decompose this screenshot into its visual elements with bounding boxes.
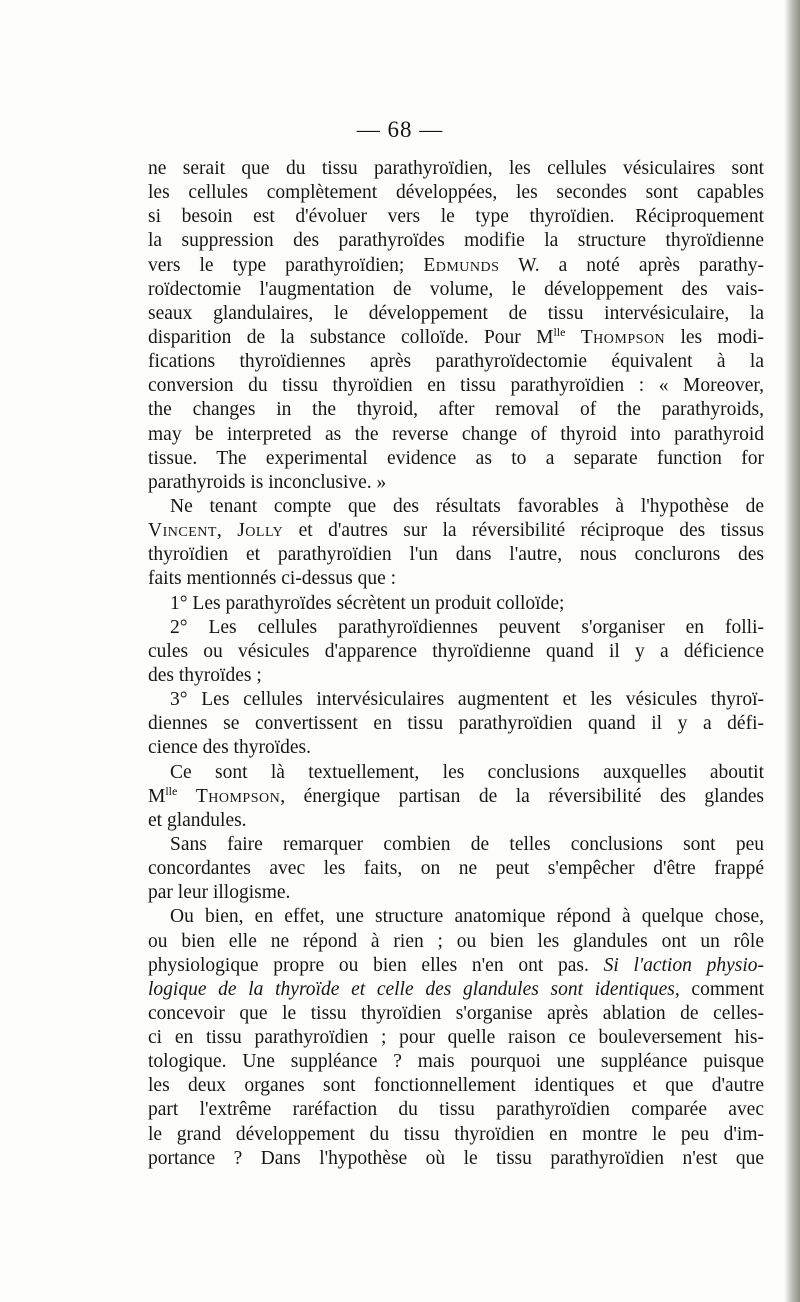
italic-text: logique de la thyroïde et celle des glandules sont identiques <box>148 978 675 1000</box>
author-name: Thompson <box>195 785 281 807</box>
text-line: roïdectomie l'augmentation de volume, le développement des vais- <box>148 278 764 300</box>
author-name: Thompson <box>580 326 666 348</box>
text-line <box>148 254 764 278</box>
text-line: Ce sont là textuellement, les conclusions auxquelles aboutit <box>170 761 764 783</box>
author-name: Edmunds <box>423 254 500 276</box>
text-line: tologique. Une suppléance ? mais pourquoi une suppléance puisque <box>148 1051 764 1073</box>
line-text: vers le type parathyroïdien; <box>148 254 424 276</box>
author-name: Jolly <box>237 520 284 542</box>
superscript-title: lle <box>165 783 178 798</box>
line-text <box>177 786 196 807</box>
text-line: si besoin est d'évoluer vers le type thyroïdien. Réciproquement <box>148 206 764 228</box>
text-line: 2° Les cellules parathyroïdiennes peuvent s'organiser en folli- <box>170 616 764 638</box>
text-line: par leur illogisme. <box>148 882 291 904</box>
text-line: concevoir que le tissu thyroïdien s'organise après ablation de celles- <box>148 1002 764 1024</box>
text-line: diennes se convertissent en tissu parathyroïdien quand il y a défi- <box>148 713 764 735</box>
line-text: , comment <box>674 978 764 1000</box>
italic-text: Si l'action physio- <box>603 954 764 976</box>
text-line: les cellules complètement développées, les secondes sont capables <box>148 182 764 204</box>
text-line: 1° Les parathyroïdes sécrètent un produit colloïde; <box>170 592 565 614</box>
text-line: 3° Les cellules intervésiculaires augmentent et les vésicules thyroï- <box>170 689 764 711</box>
text-line: la suppression des parathyroïdes modifie la structure thyroïdienne <box>148 230 764 252</box>
text-line <box>148 954 764 978</box>
text-line: le grand développement du tissu thyroïdien en montre le peu d'im- <box>148 1123 764 1145</box>
line-text <box>565 327 580 348</box>
text-line: portance ? Dans l'hypothèse où le tissu parathyroïdien n'est que <box>148 1147 764 1169</box>
text-line: cience des thyroïdes. <box>148 737 311 759</box>
text-line: ou bien elle ne répond à rien ; ou bien les glandules ont un rôle <box>148 930 764 952</box>
text-line: ne serait que du tissu parathyroïdien, les cellules vésiculaires sont <box>148 158 764 179</box>
body-text <box>148 157 764 1171</box>
line-text: disparition de la substance colloïde. Pour M <box>148 326 554 348</box>
text-line: may be interpreted as the reverse change of thyroid into parathyroid <box>148 423 764 445</box>
page-edge-shadow <box>784 0 800 1302</box>
text-line <box>148 785 764 809</box>
text-line: thyroïdien et parathyroïdien l'un dans l'autre, nous conclurons des <box>148 544 764 566</box>
text-line: cules ou vésicules d'apparence thyroïdienne quand il y a déficience <box>148 640 764 662</box>
text-line: concordantes avec les faits, on ne peut s'empêcher d'être frappé <box>148 858 764 880</box>
text-line: seaux glandulaires, le développement de tissu intervésiculaire, la <box>148 302 764 324</box>
line-text: , énergique partisan de la réversibilité des glandes <box>280 785 764 807</box>
author-name: Vincent <box>148 520 217 542</box>
text-line: Ou bien, en effet, une structure anatomique répond à quelque chose, <box>170 906 764 928</box>
text-line: parathyroids is inconclusive. » <box>148 471 387 493</box>
line-text: W. a noté après parathy- <box>499 254 764 276</box>
text-line: faits mentionnés ci-dessus que : <box>148 568 397 590</box>
text-line: the changes in the thyroid, after removal of the parathyroids, <box>148 399 764 421</box>
text-line: Sans faire remarquer combien de telles conclusions sont peu <box>170 833 764 855</box>
text-line: ci en tissu parathyroïdien ; pour quelle raison ce bouleversement his- <box>148 1027 764 1049</box>
text-line: fications thyroïdiennes après parathyroïdectomie équivalent à la <box>148 351 764 373</box>
text-line: part l'extrême raréfaction du tissu parathyroïdien comparée avec <box>148 1099 764 1121</box>
text-line <box>148 326 764 350</box>
text-line: conversion du tissu thyroïdien en tissu parathyroïdien : « Moreover, <box>148 375 764 397</box>
text-line: les deux organes sont fonctionnellement identiques et que d'autre <box>148 1075 764 1097</box>
text-line: et glandules. <box>148 809 247 831</box>
line-text: physiologique propre ou bien elles n'en ont pas. <box>148 954 604 976</box>
line-text: M <box>148 785 166 807</box>
line-text: et d'autres sur la réversibilité réciproque des tissus <box>283 520 765 542</box>
superscript-title: lle <box>553 324 566 339</box>
text-line: tissue. The experimental evidence as to a separate function for <box>148 447 764 469</box>
text-line <box>148 519 764 543</box>
line-text: , <box>216 520 238 542</box>
text-line: des thyroïdes ; <box>148 664 262 686</box>
line-text: les modi- <box>665 326 764 348</box>
text-line <box>148 978 764 1002</box>
page-number: — 68 — <box>356 117 444 142</box>
text-line: Ne tenant compte que des résultats favorables à l'hypothèse de <box>170 495 764 517</box>
